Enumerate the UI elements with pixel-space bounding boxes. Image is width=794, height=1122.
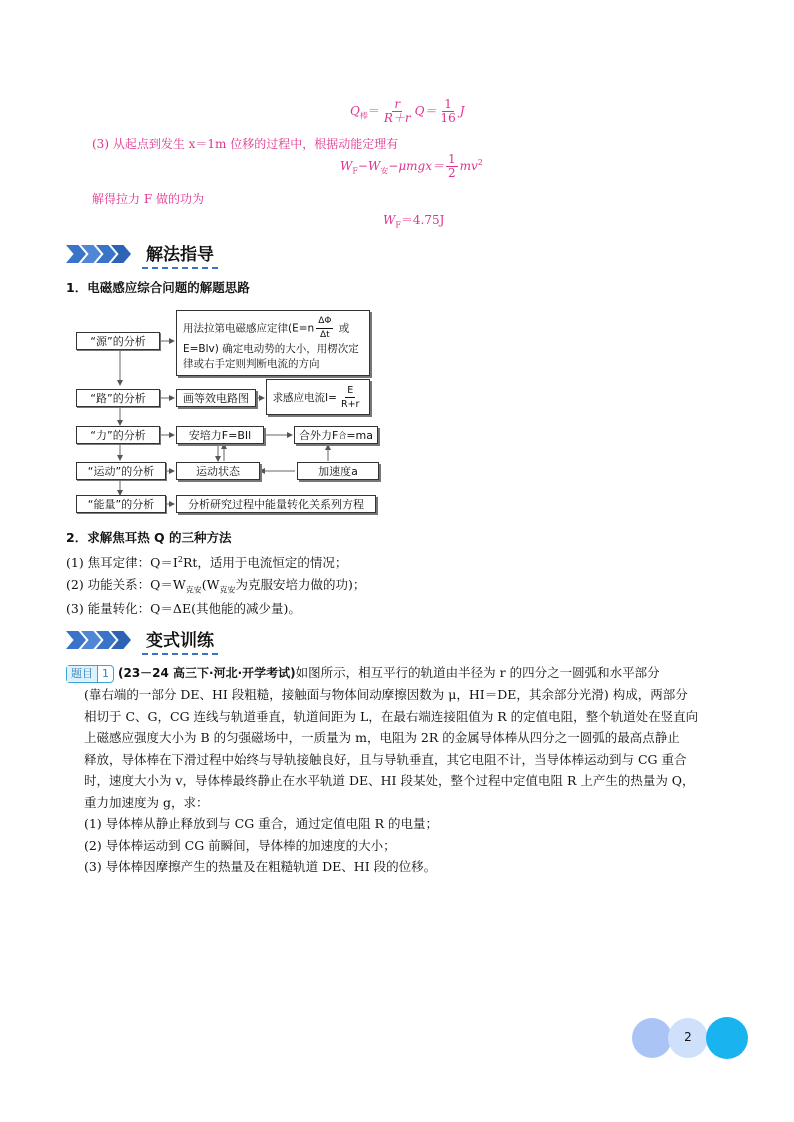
problem-question-1: (1) 导体棒从静止释放到与 CG 重合，通过定值电阻 R 的电量； [84, 816, 439, 831]
problem-source: (23－24 高三下·河北·开学考试) [117, 666, 296, 680]
page-number: 2 [684, 1030, 692, 1044]
problem-first-line: 题目 1 (23－24 高三下·河北·开学考试)如图所示，相互平行的轨道由半径为 r 的四分之一圆弧和水平部分 [66, 662, 746, 685]
flow-source-analysis: “源”的分析 [76, 332, 160, 350]
section-header-practice [66, 626, 218, 654]
problem-question-3: (3) 导体棒因摩擦产生的热量及在粗糙轨道 DE、HI 段的位移。 [84, 859, 437, 874]
equation-energy: $W_F-W_安-\mu mgx=$ $\frac{1}{2}$ $mv^2$ [340, 152, 483, 180]
flow-circuit-analysis: “路”的分析 [76, 389, 160, 407]
method-item-2: (2) 功能关系：$Q=W_{克安}(W_{克安}$为克服安培力做的功)； [66, 577, 366, 595]
method-item-1: (1) 焦耳定律：$Q=I^2Rt$，适用于电流恒定的情况； [66, 555, 348, 571]
flow-equivalent-circuit: 画等效电路图 [176, 389, 256, 407]
page-number-badge [632, 1017, 748, 1059]
problem-tag: 题目 1 [66, 665, 114, 683]
decor-circle-right [706, 1017, 748, 1059]
flow-net-force: 合外力F 合 =ma [294, 426, 378, 444]
guide-1-heading: 1．电磁感应综合问题的解题思路 [66, 280, 250, 295]
equation-work-result: $W_F=4.75J$ [383, 213, 445, 230]
solution-step-3: (3) 从起点到发生 x＝1m 位移的过程中，根据动能定理有 [92, 137, 399, 151]
flow-ampere-force: 安培力F=BIl [176, 426, 264, 444]
flow-motion-analysis: “运动”的分析 [76, 462, 166, 480]
section-title: 变式训练 [142, 626, 218, 655]
decor-circle-left [632, 1018, 672, 1058]
section-title: 解法指导 [142, 240, 218, 269]
guide-2-heading: 2．求解焦耳热 Q 的三种方法 [66, 530, 232, 545]
flow-energy-equation: 分析研究过程中能量转化关系列方程 [176, 495, 376, 513]
problem-body: (靠右端的一部分 DE、HI 段粗糙，接触面与物体间动摩擦因数为 μ，HI＝DE，其余部分光滑) 构成，两部分 相切于 C、G，CG 连线与轨道垂直，轨道间距为 L，在最右端连接阻值为 R 的定值电阻，整个轨道处在竖直向 上磁感应强度大小为 B 的匀强磁场中，一质量为 m，电阻为 2R 的金属导体棒从四分之一圆弧的最高点静止 释放，导体棒在下滑过程中始终与导轨接触良好，且与导轨垂直，其它电阻不计，当导体棒运动到与 CG 重合 时，速度大小为 v，导体棒最终静止在水平轨道 DE、HI 段某处，整个过程中定值电阻 R 上产生的热量为 Q， 重力加速度为 g，求： (1) 导体棒从静止释放到与 CG 重合，通过定值电阻 R 的电量； (2) 导体棒运动到 CG 前瞬间，导体棒的加速度的大小； (3) 导体棒因摩擦产生的热量及在粗糙轨道 DE、HI 段的位移。 [84, 684, 764, 878]
equation-q-rod: $Q_棒=$ $\frac{r}{R+r}$ Q＝ $\frac{1}{16}$ J [350, 97, 465, 125]
flow-emf-box: 用法拉第电磁感应定律(E=n $\frac{\Delta\Phi}{\Delta t}$ 或 E=Blv) 确定电动势的大小，用楞次定 律或右手定则判断电流的方向 [176, 310, 370, 376]
chevron-arrows-icon [66, 631, 126, 649]
flowchart [70, 305, 390, 520]
method-item-3: (3) 能量转化：Q＝ΔE(其他能的减少量)。 [66, 601, 301, 616]
solution-solve-text: 解得拉力 F 做的功为 [92, 192, 204, 206]
chevron-arrows-icon [66, 245, 126, 263]
section-header-method [66, 240, 218, 268]
problem-question-2: (2) 导体棒运动到 CG 前瞬间，导体棒的加速度的大小； [84, 837, 396, 853]
flow-energy-analysis: “能量”的分析 [76, 495, 166, 513]
flow-acceleration: 加速度a [297, 462, 379, 480]
flow-motion-state: 运动状态 [176, 462, 260, 480]
flow-force-analysis: “力”的分析 [76, 426, 160, 444]
flow-induced-current: 求感应电流I= $\frac{E}{R+r}$ [266, 379, 370, 415]
